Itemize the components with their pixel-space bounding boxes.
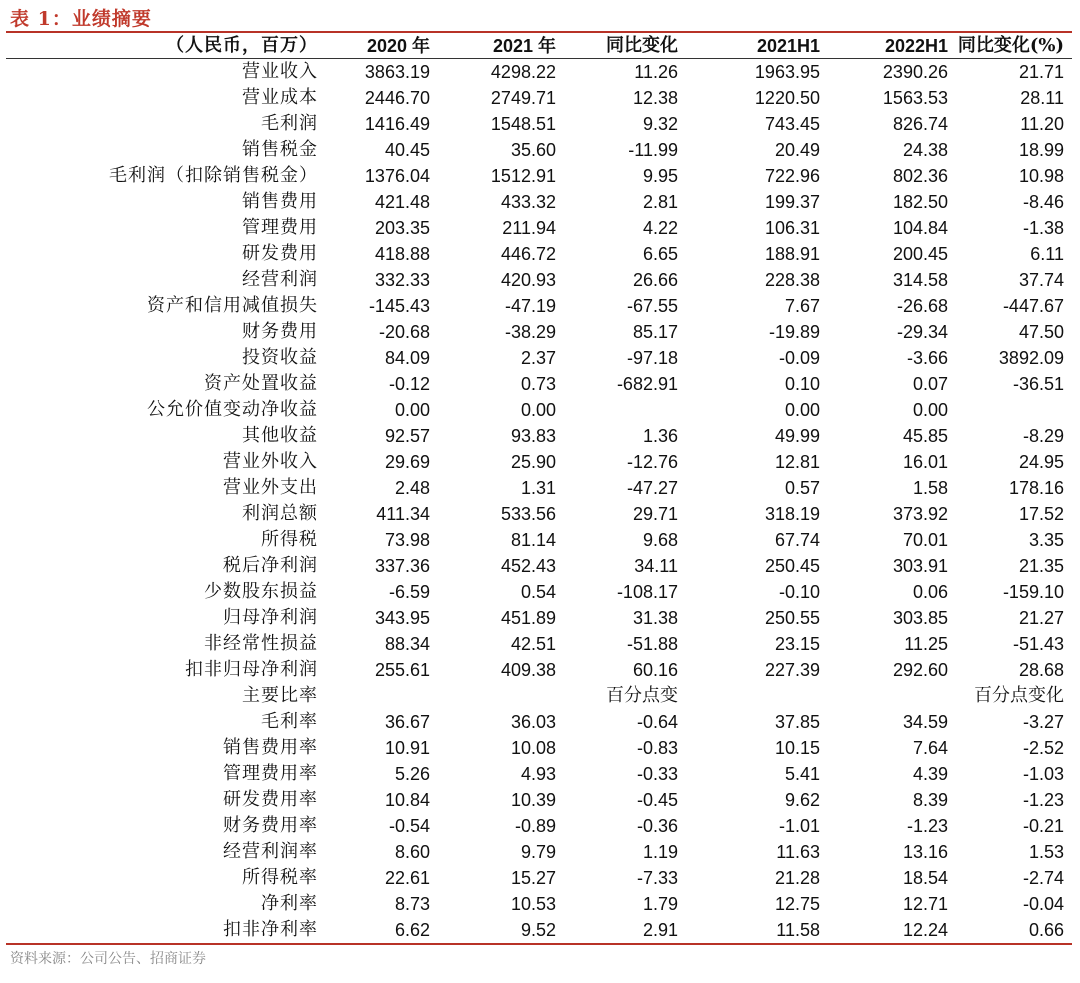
table-cell: 81.14 [510, 530, 556, 550]
table-cell: 10.15 [774, 738, 820, 758]
table-cell: 8.73 [394, 894, 430, 914]
table-cell: -38.29 [504, 322, 556, 342]
bottom-rule [6, 943, 1072, 945]
table-cell: 15.27 [510, 868, 556, 888]
table-cell: 743.45 [764, 114, 820, 134]
table-row [6, 293, 1072, 319]
header-yoy-pct: 同比变化(%) [956, 34, 1072, 59]
table-cell: 10.08 [510, 738, 556, 758]
table-cell: -2.74 [1022, 868, 1064, 888]
table-row [6, 215, 1072, 241]
table-cell: 11.58 [776, 920, 820, 940]
table-cell: -1.01 [778, 816, 820, 836]
row-label: 经营利润 [242, 269, 318, 290]
row-label: 投资收益 [242, 347, 318, 368]
table-row [6, 579, 1072, 605]
table-cell: 18.54 [902, 868, 948, 888]
table-cell: 452.43 [500, 556, 556, 576]
table-cell: -47.27 [626, 478, 678, 498]
table-cell: 47.50 [1018, 322, 1064, 342]
table-cell: 2390.26 [882, 62, 948, 82]
table-cell: 446.72 [500, 244, 556, 264]
table-cell: 35.60 [510, 140, 556, 160]
table-cell: 826.74 [892, 114, 948, 134]
table-cell: 4298.22 [490, 62, 556, 82]
table-cell: 318.19 [764, 504, 820, 524]
table-row [6, 85, 1072, 111]
table-row [6, 371, 1072, 397]
row-label: 销售税金 [242, 139, 318, 160]
table-cell: 29.69 [384, 452, 430, 472]
table-cell [438, 683, 564, 709]
table-cell: 0.54 [520, 582, 556, 602]
table-cell: -97.18 [626, 348, 678, 368]
header-2022h1: 2022H1 [828, 34, 956, 59]
table-row [6, 657, 1072, 683]
table-row [6, 163, 1072, 189]
table-cell: 2.91 [642, 920, 678, 940]
table-cell: 24.38 [902, 140, 948, 160]
table-cell: 6.62 [394, 920, 430, 940]
row-label: 财务费用率 [223, 815, 318, 836]
table-cell: 292.60 [892, 660, 948, 680]
table-cell: -1.23 [906, 816, 948, 836]
table-cell: 418.88 [374, 244, 430, 264]
table-cell: 211.94 [502, 218, 556, 238]
table-body [6, 59, 1072, 944]
table-cell: 250.45 [764, 556, 820, 576]
table-cell: 200.45 [892, 244, 948, 264]
table-cell: 6.11 [1030, 244, 1064, 264]
table-cell: 34.59 [902, 712, 948, 732]
row-label: 扣非归母净利润 [185, 659, 318, 680]
table-cell: 0.10 [784, 374, 820, 394]
table-cell: 16.01 [902, 452, 948, 472]
table-cell: 421.48 [374, 192, 430, 212]
table-cell: -108.17 [616, 582, 678, 602]
table-row [6, 345, 1072, 371]
table-cell: 1416.49 [364, 114, 430, 134]
table-cell: 0.00 [912, 400, 948, 420]
header-unit: （人民币，百万） [6, 34, 326, 59]
row-label: 扣非净利率 [223, 919, 318, 940]
row-label: 毛利润 [261, 113, 318, 134]
table-cell: -0.45 [636, 790, 678, 810]
table-cell: -2.52 [1022, 738, 1064, 758]
table-cell: -0.89 [514, 816, 556, 836]
table-cell: -1.23 [1022, 790, 1064, 810]
table-cell: 26.66 [632, 270, 678, 290]
table-row [6, 917, 1072, 943]
table-cell: 1512.91 [490, 166, 556, 186]
table-cell: 37.74 [1018, 270, 1064, 290]
row-label: 所得税率 [242, 867, 318, 888]
table-cell: -26.68 [896, 296, 948, 316]
row-label: 少数股东损益 [204, 581, 318, 602]
table-cell: 420.93 [500, 270, 556, 290]
table-cell [564, 397, 686, 423]
table-cell: 4.22 [642, 218, 678, 238]
table-cell: 802.36 [892, 166, 948, 186]
table-cell: 411.34 [376, 504, 430, 524]
table-cell: 2.81 [642, 192, 678, 212]
table-cell: 21.27 [1018, 608, 1064, 628]
table-cell: 0.57 [784, 478, 820, 498]
row-label: 销售费用率 [223, 737, 318, 758]
title-rule [6, 31, 1072, 33]
table-cell: 4.93 [520, 764, 556, 784]
table-cell: -36.51 [1012, 374, 1064, 394]
table-cell: 21.35 [1018, 556, 1064, 576]
table-cell: 0.66 [1028, 920, 1064, 940]
table-cell: -12.76 [626, 452, 678, 472]
table-cell: 1.19 [642, 842, 678, 862]
table-cell: -1.38 [1022, 218, 1064, 238]
row-label: 所得税 [261, 529, 318, 550]
row-label: 税后净利润 [223, 555, 318, 576]
table-cell: -0.33 [636, 764, 678, 784]
row-label: 资产处置收益 [204, 373, 318, 394]
table-cell: 7.67 [784, 296, 820, 316]
table-cell: -0.21 [1022, 816, 1064, 836]
table-cell: 2.48 [394, 478, 430, 498]
table-cell: 2.37 [520, 348, 556, 368]
table-cell: 11.20 [1020, 114, 1064, 134]
table-cell: 85.17 [632, 322, 678, 342]
table-cell: -51.88 [626, 634, 678, 654]
row-label: 净利率 [261, 893, 318, 914]
table-cell: -19.89 [768, 322, 820, 342]
table-row [6, 683, 1072, 709]
row-label: 财务费用 [242, 321, 318, 342]
table-row [6, 891, 1072, 917]
row-label: 毛利率 [261, 711, 318, 732]
table-cell: 88.34 [384, 634, 430, 654]
table-cell: 10.91 [384, 738, 430, 758]
table-cell: 37.85 [774, 712, 820, 732]
table-row [6, 813, 1072, 839]
table-cell: 23.15 [774, 634, 820, 654]
table-cell: 533.56 [500, 504, 556, 524]
row-label: 营业外支出 [223, 477, 318, 498]
table-cell: 337.36 [374, 556, 430, 576]
table-cell: 11.25 [904, 634, 948, 654]
table-cell: -0.36 [636, 816, 678, 836]
table-cell: 5.41 [784, 764, 820, 784]
table-cell: 60.16 [632, 660, 678, 680]
table-cell: 227.39 [764, 660, 820, 680]
header-2020: 2020 年 [326, 34, 438, 59]
table-cell: 451.89 [500, 608, 556, 628]
table-cell [326, 683, 438, 709]
table-cell: 4.39 [912, 764, 948, 784]
table-cell: 28.68 [1018, 660, 1064, 680]
table-cell: -0.54 [388, 816, 430, 836]
table-cell [956, 397, 1072, 423]
table-cell: 21.28 [774, 868, 820, 888]
table-cell: 34.11 [634, 556, 678, 576]
table-cell: -8.29 [1022, 426, 1064, 446]
table-cell: 3892.09 [998, 348, 1064, 368]
table-row [6, 787, 1072, 813]
source-note: 资料来源：公司公告、招商证券 [10, 951, 206, 967]
table-cell: 11.26 [634, 62, 678, 82]
table-row [6, 319, 1072, 345]
table-cell: 22.61 [384, 868, 430, 888]
table-cell: 42.51 [510, 634, 556, 654]
row-label: 利润总额 [242, 503, 318, 524]
table-cell: 9.68 [642, 530, 678, 550]
table-cell: 18.99 [1018, 140, 1064, 160]
table-cell: 203.35 [374, 218, 430, 238]
table-cell: 1220.50 [754, 88, 820, 108]
table-cell: 188.91 [764, 244, 820, 264]
table-cell: -0.83 [636, 738, 678, 758]
table-cell: 29.71 [632, 504, 678, 524]
row-label: 公允价值变动净收益 [147, 399, 318, 420]
header-2021: 2021 年 [438, 34, 564, 59]
table-cell: 12.24 [902, 920, 948, 940]
header-2021h1: 2021H1 [686, 34, 828, 59]
table-cell: 3.35 [1028, 530, 1064, 550]
table-cell: 1.53 [1028, 842, 1064, 862]
table-cell: -6.59 [388, 582, 430, 602]
table-cell: 2749.71 [490, 88, 556, 108]
table-cell: 8.60 [394, 842, 430, 862]
table-cell: 40.45 [384, 140, 430, 160]
table-cell: 0.06 [912, 582, 948, 602]
table-cell: 0.00 [784, 400, 820, 420]
table-cell: 67.74 [774, 530, 820, 550]
table-cell: 9.52 [520, 920, 556, 940]
table-row [6, 735, 1072, 761]
table-cell: -67.55 [626, 296, 678, 316]
table-cell: 73.98 [384, 530, 430, 550]
table-cell: 228.38 [764, 270, 820, 290]
row-label: 非经常性损益 [204, 633, 318, 654]
table-row [6, 137, 1072, 163]
table-row [6, 423, 1072, 449]
table-cell: 28.11 [1020, 88, 1064, 108]
header-yoy: 同比变化 [564, 34, 686, 59]
table-cell: 722.96 [764, 166, 820, 186]
table-cell: 0.73 [520, 374, 556, 394]
table-cell: 1963.95 [754, 62, 820, 82]
table-cell: 7.64 [912, 738, 948, 758]
table-cell: 10.98 [1018, 166, 1064, 186]
table-cell: -8.46 [1022, 192, 1064, 212]
table-cell: 1548.51 [490, 114, 556, 134]
table-cell [828, 683, 956, 709]
table-row [6, 501, 1072, 527]
table-cell: 12.81 [774, 452, 820, 472]
table-cell: 70.01 [902, 530, 948, 550]
row-label: 毛利润（扣除销售税金） [109, 165, 318, 186]
table-cell: 255.61 [374, 660, 430, 680]
table-cell: 9.79 [520, 842, 556, 862]
table-cell: 12.71 [902, 894, 948, 914]
table-cell: 343.95 [374, 608, 430, 628]
table-cell: 1.58 [912, 478, 948, 498]
table-cell: -0.04 [1022, 894, 1064, 914]
row-label: 营业成本 [242, 87, 318, 108]
table-cell: 21.71 [1018, 62, 1064, 82]
financial-summary-table [6, 34, 1072, 943]
table-cell [686, 683, 828, 709]
table-cell: 332.33 [374, 270, 430, 290]
table-cell: 9.32 [642, 114, 678, 134]
table-cell: -47.19 [504, 296, 556, 316]
table-cell: -0.64 [636, 712, 678, 732]
table-cell: -3.66 [906, 348, 948, 368]
table-cell: 10.53 [510, 894, 556, 914]
table-cell: 1.79 [642, 894, 678, 914]
table-cell: 104.84 [892, 218, 948, 238]
table-cell: 0.00 [520, 400, 556, 420]
table-cell: 92.57 [384, 426, 430, 446]
table-cell: -0.12 [388, 374, 430, 394]
table-cell: 303.91 [892, 556, 948, 576]
table-row [6, 267, 1072, 293]
table-row [6, 839, 1072, 865]
table-row [6, 449, 1072, 475]
table-cell: 0.00 [394, 400, 430, 420]
table-cell: 12.38 [632, 88, 678, 108]
table-row [6, 553, 1072, 579]
table-cell: -145.43 [368, 296, 430, 316]
row-label: 营业外收入 [223, 451, 318, 472]
table-cell: 百分点变化 [974, 685, 1064, 706]
table-row [6, 631, 1072, 657]
table-row [6, 527, 1072, 553]
table-cell: 182.50 [892, 192, 948, 212]
table-cell: -0.09 [778, 348, 820, 368]
table-cell: -11.99 [628, 140, 678, 160]
table-cell: 409.38 [500, 660, 556, 680]
table-cell: -682.91 [616, 374, 678, 394]
table-cell: 433.32 [500, 192, 556, 212]
table-cell: 0.07 [912, 374, 948, 394]
table-cell: 1376.04 [364, 166, 430, 186]
row-label: 研发费用 [242, 243, 318, 264]
table-cell: 106.31 [764, 218, 820, 238]
table-cell: -159.10 [1002, 582, 1064, 602]
table-row [6, 709, 1072, 735]
table-title: 表 1：业绩摘要 [10, 8, 152, 30]
table-cell: 9.95 [642, 166, 678, 186]
table-cell: -29.34 [896, 322, 948, 342]
table-row [6, 865, 1072, 891]
table-cell: 373.92 [892, 504, 948, 524]
table-cell: 49.99 [774, 426, 820, 446]
row-label: 其他收益 [242, 425, 318, 446]
table-cell: -3.27 [1022, 712, 1064, 732]
table-cell: 25.90 [510, 452, 556, 472]
table-cell: 314.58 [892, 270, 948, 290]
row-label: 管理费用率 [223, 763, 318, 784]
table-cell: 45.85 [902, 426, 948, 446]
row-label: 主要比率 [242, 685, 318, 706]
table-cell: 36.67 [384, 712, 430, 732]
table-cell: 24.95 [1018, 452, 1064, 472]
table-cell: 17.52 [1018, 504, 1064, 524]
table-header-row [6, 34, 1072, 59]
row-label: 管理费用 [242, 217, 318, 238]
table-cell: 10.39 [510, 790, 556, 810]
table-cell: 1.36 [642, 426, 678, 446]
table-row [6, 761, 1072, 787]
table-cell: 36.03 [510, 712, 556, 732]
table-cell: 2446.70 [364, 88, 430, 108]
table-row [6, 189, 1072, 215]
table-cell: 9.62 [784, 790, 820, 810]
table-cell: 6.65 [642, 244, 678, 264]
table-row [6, 241, 1072, 267]
table-cell: -1.03 [1022, 764, 1064, 784]
table-cell: 20.49 [774, 140, 820, 160]
table-cell: 250.55 [764, 608, 820, 628]
row-label: 营业收入 [242, 61, 318, 82]
table-cell: 5.26 [394, 764, 430, 784]
table-row [6, 397, 1072, 423]
table-cell: 1563.53 [882, 88, 948, 108]
table-cell: 11.63 [776, 842, 820, 862]
table-cell: -7.33 [636, 868, 678, 888]
table-cell: -447.67 [1002, 296, 1064, 316]
table-cell: 13.16 [902, 842, 948, 862]
table-cell: 8.39 [912, 790, 948, 810]
table-row [6, 475, 1072, 501]
table-cell: 84.09 [384, 348, 430, 368]
table-cell: -20.68 [378, 322, 430, 342]
table-cell: 31.38 [632, 608, 678, 628]
table-row [6, 59, 1072, 86]
table-cell: -51.43 [1012, 634, 1064, 654]
table-cell: 百分点变 [606, 685, 678, 706]
table-cell: 93.83 [510, 426, 556, 446]
row-label: 销售费用 [242, 191, 318, 212]
table-cell: -0.10 [778, 582, 820, 602]
table-cell: 303.85 [892, 608, 948, 628]
table-row [6, 111, 1072, 137]
table-row [6, 605, 1072, 631]
row-label: 资产和信用减值损失 [147, 295, 318, 316]
row-label: 经营利润率 [223, 841, 318, 862]
table-cell: 1.31 [520, 478, 556, 498]
table-cell: 199.37 [764, 192, 820, 212]
table-cell: 10.84 [384, 790, 430, 810]
table-cell: 178.16 [1008, 478, 1064, 498]
row-label: 归母净利润 [223, 607, 318, 628]
table-cell: 3863.19 [364, 62, 430, 82]
table-cell: 12.75 [774, 894, 820, 914]
row-label: 研发费用率 [223, 789, 318, 810]
